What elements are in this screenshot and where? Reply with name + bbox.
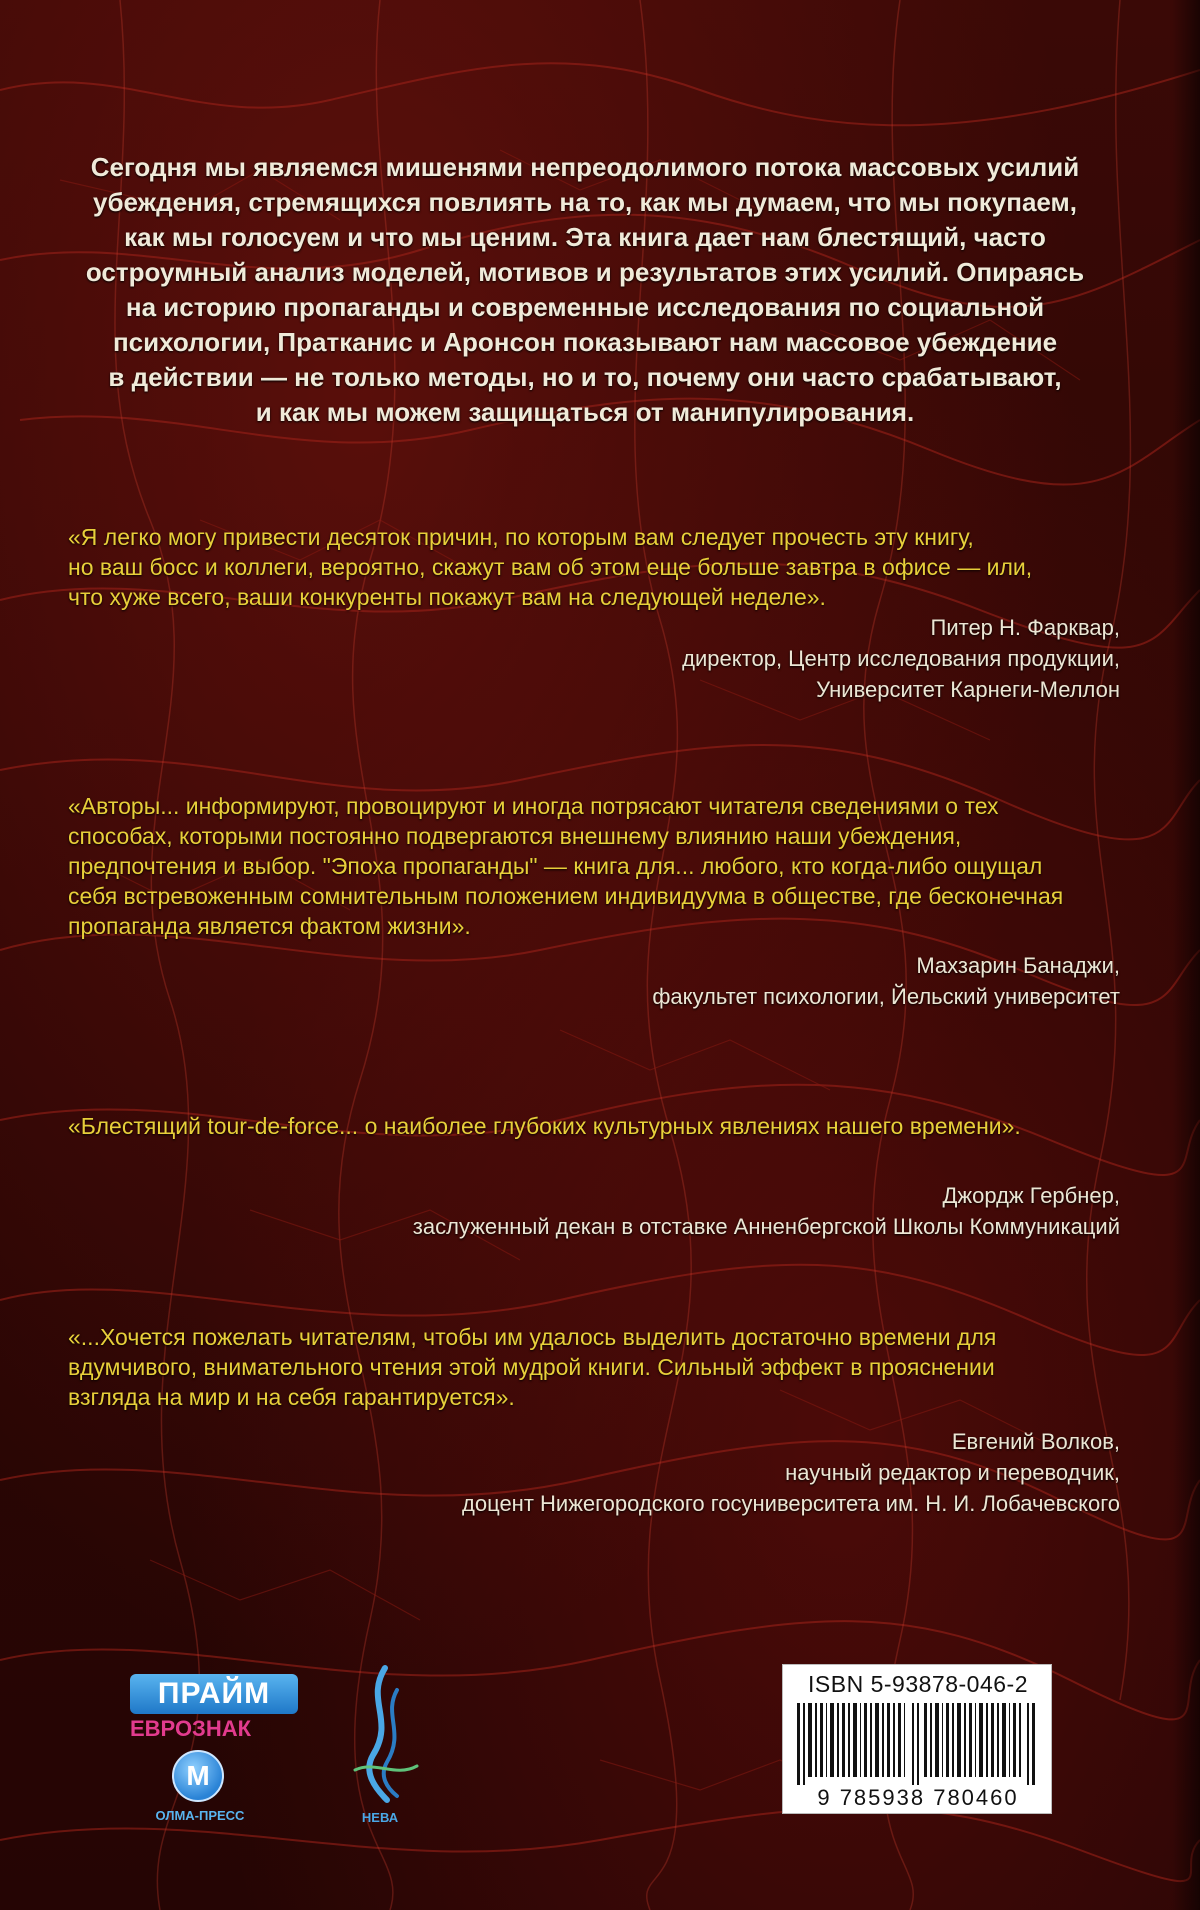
neva-logo	[325, 1660, 435, 1830]
attribution-line: Джордж Гербнер,	[942, 1183, 1120, 1208]
intro-line: Сегодня мы являемся мишенями непреодолимого потока массовых усилий	[90, 152, 1080, 182]
quote-line: взгляда на мир и на себя гарантируется».	[68, 1384, 515, 1410]
review-attribution-gerbner	[220, 1180, 1120, 1242]
isbn-label: ISBN 5-93878-046-2	[808, 1671, 1028, 1697]
attribution-line: факультет психологии, Йельский университет	[652, 984, 1120, 1009]
neva-logo-text: НЕВА	[361, 1810, 399, 1825]
quote-line: себя встревоженным сомнительным положением индивидуума в обществе, где бесконечная	[68, 883, 1064, 909]
attribution-line: Университет Карнеги-Меллон	[816, 677, 1120, 702]
attribution-line: директор, Центр исследования продукции,	[682, 646, 1120, 671]
attribution-line: Махзарин Банаджи,	[916, 953, 1120, 978]
olma-logo-icon: М	[172, 1750, 224, 1802]
review-attribution-farquhar	[220, 612, 1120, 705]
intro-line: в действии — не только методы, но и то, почему они часто срабатывают,	[108, 362, 1062, 392]
quote-line: «Блестящий tour-de-force... о наиболее глубоких культурных явлениях нашего времени».	[68, 1113, 1021, 1139]
isbn-barcode	[782, 1664, 1052, 1814]
eurozнак-logo: ЕВРОЗНАК	[130, 1716, 252, 1741]
intro-line: как мы голосуем и что мы ценим. Эта книга дает нам блестящий, часто	[124, 222, 1046, 252]
quote-line: что хуже всего, ваши конкуренты покажут вам на следующей неделе».	[68, 584, 826, 610]
attribution-line: Питер Н. Фарквар,	[930, 615, 1120, 640]
spine-shadow	[1172, 0, 1200, 1910]
intro-line: и как мы можем защищаться от манипулирования.	[255, 397, 915, 427]
intro-line: убеждения, стремящихся повлиять на то, как мы думаем, что мы покупаем,	[93, 187, 1077, 217]
review-quote-gerbner	[68, 1111, 1148, 1141]
intro-line: на историю пропаганды и современные исследования по социальной	[125, 292, 1045, 322]
intro-blurb	[70, 150, 1100, 430]
quote-line: пропаганда является фактом жизни».	[68, 913, 471, 939]
review-quote-volkov	[68, 1322, 1148, 1412]
neva-wave-icon	[325, 1660, 435, 1810]
review-attribution-banaji	[220, 950, 1120, 1012]
quote-line: но ваш босс и коллеги, вероятно, скажут вам об этом еще больше завтра в офисе — или,	[68, 554, 1033, 580]
intro-line: остроумный анализ моделей, мотивов и результатов этих усилий. Опираясь	[85, 257, 1085, 287]
attribution-line: доцент Нижегородского госуниверситета им. Н. И. Лобачевского	[462, 1491, 1120, 1516]
quote-line: предпочтения и выбор. "Эпоха пропаганды" — книга для... любого, кто когда-либо ощущал	[68, 853, 1043, 879]
review-quote-farquhar	[68, 522, 1148, 612]
review-quote-banaji	[68, 791, 1148, 941]
attribution-line: научный редактор и переводчик,	[785, 1460, 1120, 1485]
barcode-digits: 9 785938 780460	[817, 1785, 1019, 1810]
prime-logo: ПРАЙМ	[130, 1674, 298, 1714]
publisher-logos	[120, 1660, 440, 1830]
attribution-line: заслуженный декан в отставке Анненбергской Школы Коммуникаций	[412, 1214, 1120, 1239]
quote-line: «Авторы... информируют, провоцируют и иногда потрясают читателя сведениями о тех	[68, 793, 999, 819]
intro-line: психологии, Пратканис и Аронсон показывают нам массовое убеждение	[112, 327, 1058, 357]
quote-line: «Я легко могу привести десяток причин, по которым вам следует прочесть эту книгу,	[68, 524, 974, 550]
barcode-bars	[797, 1703, 1039, 1785]
attribution-line: Евгений Волков,	[951, 1429, 1120, 1454]
quote-line: «...Хочется пожелать читателям, чтобы им удалось выделить достаточно времени для	[68, 1324, 997, 1350]
quote-line: вдумчивого, внимательного чтения этой мудрой книги. Сильный эффект в прояснении	[68, 1354, 995, 1380]
quote-line: способах, которыми постоянно подвергаются внешнему влиянию наши убеждения,	[68, 823, 962, 849]
review-attribution-volkov	[220, 1426, 1120, 1519]
olma-logo-text: ОЛМА-ПРЕСС	[155, 1808, 245, 1823]
